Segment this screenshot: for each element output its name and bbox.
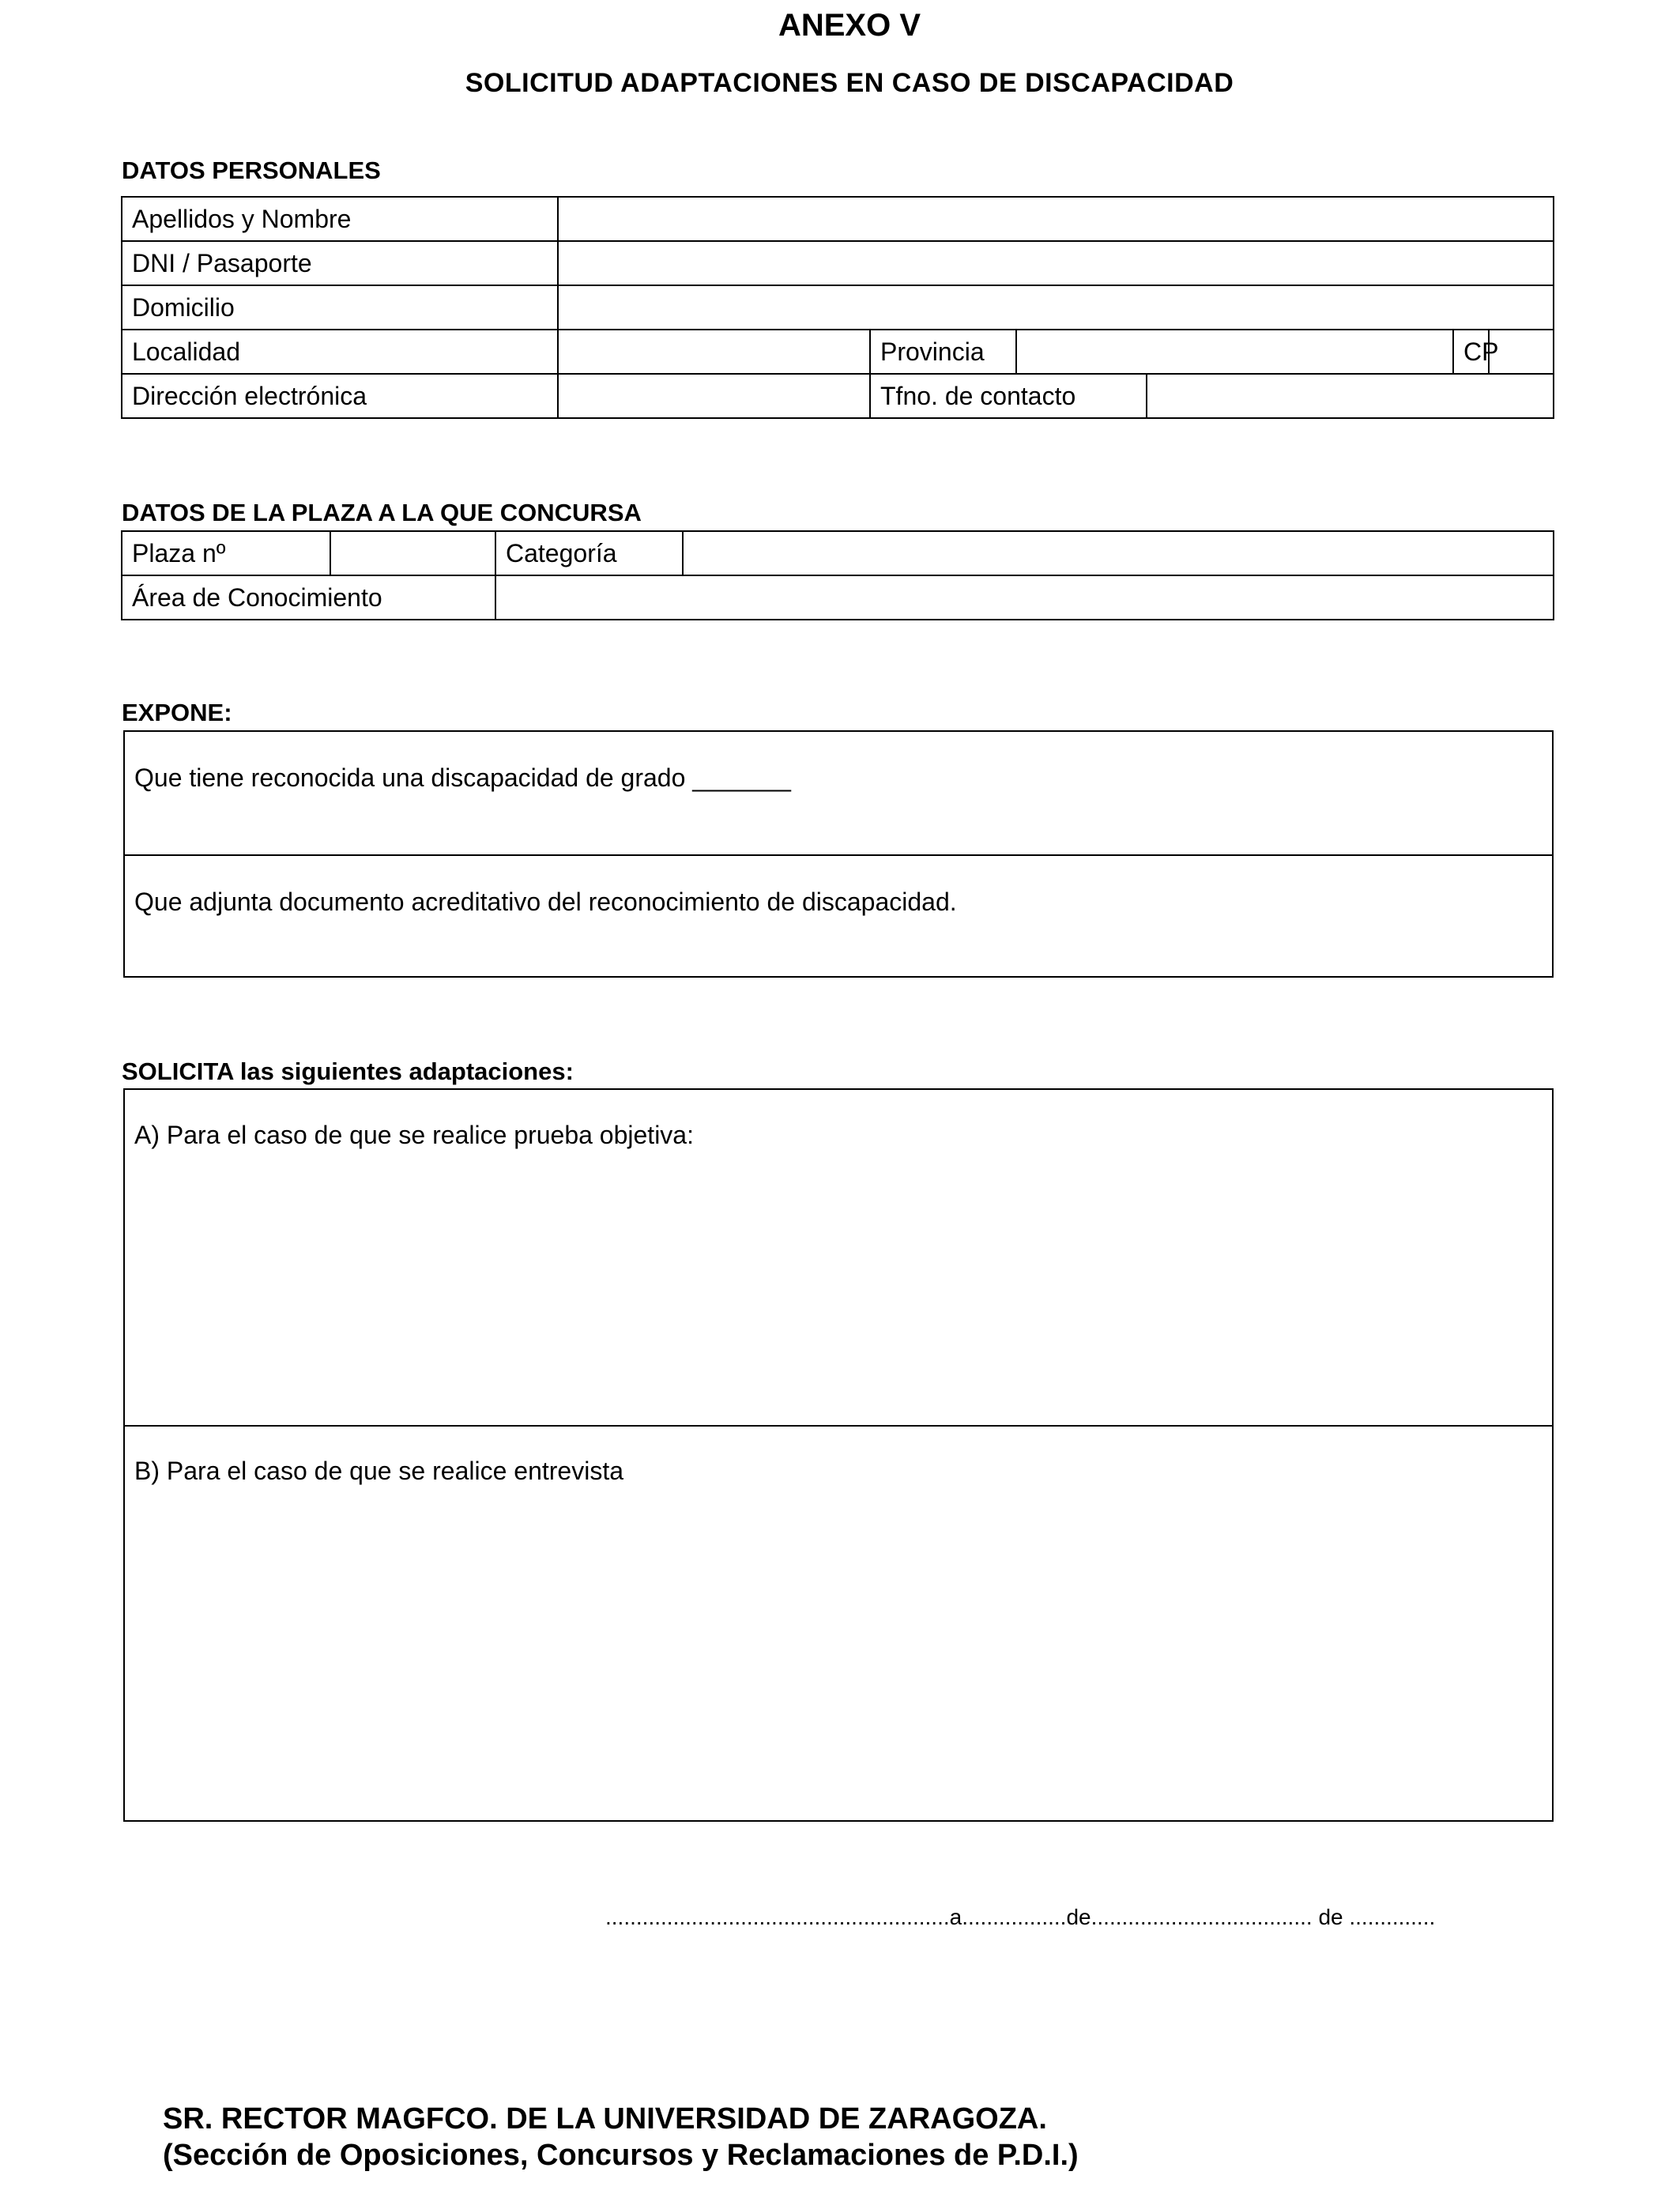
- table-row: [122, 330, 1554, 374]
- disability-grade-text: Que tiene reconocida una discapacidad de grado _______: [134, 763, 791, 792]
- table-row: [122, 531, 1554, 575]
- email-label: Dirección electrónica: [122, 374, 558, 418]
- province-label: Provincia: [870, 330, 1016, 374]
- town-label: Localidad: [122, 330, 558, 374]
- solicita-item-interview[interactable]: [125, 1425, 1552, 1820]
- position-label: Plaza nº: [122, 531, 330, 575]
- expone-box: [123, 730, 1554, 978]
- personal-data-heading: DATOS PERSONALES: [122, 156, 381, 184]
- expone-item-disability-grade: [125, 732, 1552, 854]
- table-row: [122, 374, 1554, 418]
- province-field[interactable]: [1016, 330, 1453, 374]
- annex-title: ANEXO V: [778, 8, 921, 43]
- id-label: DNI / Pasaporte: [122, 241, 558, 285]
- table-row: [122, 241, 1554, 285]
- name-field[interactable]: [558, 197, 1554, 241]
- objective-test-label: A) Para el caso de que se realice prueba objetiva:: [134, 1121, 694, 1149]
- personal-data-table: [121, 196, 1554, 419]
- solicita-heading: SOLICITA las siguientes adaptaciones:: [122, 1057, 574, 1085]
- form-subtitle: SOLICITUD ADAPTACIONES EN CASO DE DISCAPACIDAD: [465, 68, 1234, 98]
- position-data-table: [121, 530, 1554, 620]
- category-label: Categoría: [495, 531, 683, 575]
- position-field[interactable]: [330, 531, 495, 575]
- phone-label: Tfno. de contacto: [870, 374, 1147, 418]
- phone-field[interactable]: [1147, 374, 1554, 418]
- category-field[interactable]: [683, 531, 1554, 575]
- name-label: Apellidos y Nombre: [122, 197, 558, 241]
- expone-item-attached-document: [125, 854, 1552, 976]
- email-field[interactable]: [558, 374, 870, 418]
- area-field[interactable]: [495, 575, 1554, 620]
- solicita-item-objective-test[interactable]: [125, 1090, 1552, 1425]
- addressee-line-1: SR. RECTOR MAGFCO. DE LA UNIVERSIDAD DE ZARAGOZA.: [163, 2102, 1047, 2136]
- table-row: [122, 285, 1554, 330]
- table-row: [122, 197, 1554, 241]
- solicita-box: [123, 1088, 1554, 1822]
- address-label: Domicilio: [122, 285, 558, 330]
- addressee-line-2: (Sección de Oposiciones, Concursos y Reclamaciones de P.D.I.): [163, 2139, 1079, 2172]
- expone-heading: EXPONE:: [122, 699, 232, 726]
- id-field[interactable]: [558, 241, 1554, 285]
- postcode-label: CP: [1453, 330, 1489, 374]
- area-label: Área de Conocimiento: [122, 575, 495, 620]
- place-date-line[interactable]: ........................................................a.................de.................................... de ..............: [605, 1905, 1436, 1929]
- table-row: [122, 575, 1554, 620]
- attached-document-text: Que adjunta documento acreditativo del reconocimiento de discapacidad.: [134, 888, 957, 916]
- interview-label: B) Para el caso de que se realice entrevista: [134, 1457, 623, 1485]
- position-data-heading: DATOS DE LA PLAZA A LA QUE CONCURSA: [122, 499, 642, 526]
- town-field[interactable]: [558, 330, 870, 374]
- address-field[interactable]: [558, 285, 1554, 330]
